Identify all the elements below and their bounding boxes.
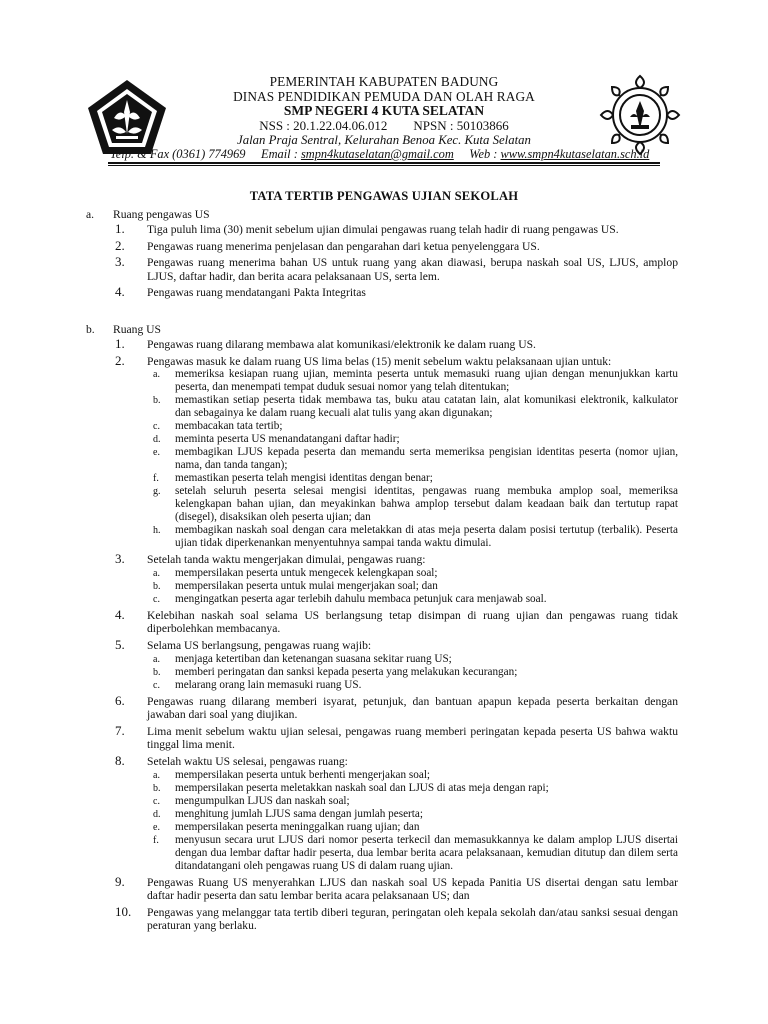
rule-item <box>113 256 678 283</box>
sub-rule-letter: d. <box>153 808 161 820</box>
rule-item <box>113 722 678 752</box>
section-title: Ruang pengawas US <box>113 208 210 221</box>
section-spacer <box>86 303 678 323</box>
sub-rule-letter: f. <box>153 834 159 846</box>
rule-number: 4. <box>115 606 125 622</box>
rule-text: Pengawas ruang dilarang memberi isyarat, petunjuk, dan bantuan apapun kepada peserta berkaitan dengan jawaban dari soal yang diujikan. <box>147 694 678 722</box>
rule-text: Pengawas ruang menerima bahan US untuk ruang yang akan diawasi, berupa naskah soal US, LJUS, amplop LJUS, daftar hadir, dan berita acara pelaksanaan US, serta lem. <box>147 256 678 283</box>
school-address: Jalan Praja Sentral, Kelurahan Benoa Kec. Kuta Selatan <box>237 133 531 147</box>
sub-rule-text: melarang orang lain memasuki ruang US. <box>175 678 362 691</box>
contact-line <box>110 147 649 162</box>
sub-rule-item <box>147 679 678 692</box>
document-title: TATA TERTIB PENGAWAS UJIAN SEKOLAH <box>249 189 519 203</box>
sub-rule-item <box>147 394 678 420</box>
rule-item <box>113 335 678 352</box>
sub-rule-item <box>147 653 678 666</box>
government-name: PEMERINTAH KABUPATEN BADUNG <box>269 74 499 89</box>
sub-rule-text: mempersilakan peserta meletakkan naskah soal dan LJUS di atas meja dengan rapi; <box>175 781 549 794</box>
sub-rule-item <box>147 472 678 485</box>
sub-rule-letter: c. <box>153 795 160 807</box>
sub-rule-item <box>147 782 678 795</box>
sub-rule-text: membagikan LJUS kepada peserta dan memandu serta memeriksa pengisian identitas peserta (nomor ujian, nama, dan tanda tangan); <box>175 446 678 472</box>
phone-fax: Telp. & Fax (0361) 774969 <box>110 147 246 161</box>
rule-text: Tiga puluh lima (30) menit sebelum ujian dimulai pengawas ruang telah hadir di ruang pengawas US. <box>147 223 619 236</box>
rule-item <box>113 286 678 300</box>
rule-item <box>113 636 678 692</box>
sub-rule-text: memeriksa kesiapan ruang ujian, meminta peserta untuk memasuki ruang ujian dengan menunjukkan kartu peserta, dan menempati tempat duduk sesuai nomor yang telah ditentukan; <box>175 368 678 394</box>
rule-number: 3. <box>115 551 125 567</box>
sub-rule-item <box>147 485 678 524</box>
rule-item <box>113 553 678 606</box>
sub-rule-item <box>147 420 678 433</box>
rule-text: Pengawas ruang dilarang membawa alat komunikasi/elektronik ke dalam ruang US. <box>147 337 536 351</box>
rule-item <box>113 692 678 722</box>
sub-rule-letter: e. <box>153 821 160 833</box>
section-2 <box>86 323 678 933</box>
sub-rule-text: memastikan setiap peserta tidak membawa tas, buku atau catatan lain, alat komunikasi elektronik, kalkulator dan sebagainya ke dalam ruang kecuali alat tulis yang akan digunakan; <box>175 394 678 420</box>
sub-rule-letter: c. <box>153 679 160 691</box>
rule-item <box>113 873 678 903</box>
letterhead-text <box>160 75 608 148</box>
sub-rule-text: mengingatkan peserta agar terlebih dahulu membaca petunjuk cara menjawab soal. <box>175 592 547 605</box>
sub-rule-letter: c. <box>153 593 160 605</box>
sub-rule-item <box>147 821 678 834</box>
sub-rule-letter: h. <box>153 525 161 537</box>
rule-text: Pengawas masuk ke dalam ruang US lima belas (15) menit sebelum waktu pelaksanaan ujian untuk: <box>147 354 612 368</box>
rule-item <box>113 752 678 873</box>
sub-rule-letter: g. <box>153 486 161 498</box>
rule-text: Pengawas yang melanggar tata tertib diberi teguran, peringatan oleh kepala sekolah dan/atau sanksi sesuai dengan peraturan yang berlaku. <box>147 905 678 933</box>
rule-number: 9. <box>115 873 125 889</box>
rule-number: 8. <box>115 752 125 768</box>
sub-rule-text: memberi peringatan dan sanksi kepada peserta yang melakukan kecurangan; <box>175 665 518 678</box>
web-label: Web : <box>469 147 498 161</box>
sub-rule-item <box>147 593 678 606</box>
sub-rule-letter: a. <box>153 369 160 381</box>
sub-rule-item <box>147 446 678 472</box>
sub-rule-letter: d. <box>153 434 161 446</box>
sub-rule-text: meminta peserta US menandatangani daftar hadir; <box>175 433 400 446</box>
rule-number: 2. <box>115 237 125 253</box>
sub-rule-text: setelah seluruh peserta selesai mengisi identitas, pengawas ruang membuka amplop soal, memeriksa kelengkapan bahan ujian, dan meyakinkan bahwa amplop tersebut dalam keadaan baik dan tertutup rapat (disegel), disaksikan oleh peserta ujian; dan <box>175 485 678 524</box>
website-link[interactable]: www.smpn4kutaselatan.sch.id <box>500 147 650 161</box>
rule-text: Setelah waktu US selesai, pengawas ruang: <box>147 754 348 768</box>
sub-rule-item <box>147 580 678 593</box>
sub-rule-letter: a. <box>153 567 160 579</box>
department-name: DINAS PENDIDIKAN PEMUDA DAN OLAH RAGA <box>233 88 535 104</box>
badung-regency-emblem-icon <box>86 78 168 156</box>
sub-rule-letter: a. <box>153 653 160 665</box>
school-name: SMP NEGERI 4 KUTA SELATAN <box>283 103 485 118</box>
rule-item <box>113 606 678 636</box>
sub-rule-item <box>147 368 678 394</box>
sub-rule-text: mempersilakan peserta untuk mengecek kelengkapan soal; <box>175 566 438 579</box>
letterhead-divider-thin <box>108 165 660 166</box>
rule-item <box>113 237 678 254</box>
rule-number: 5. <box>115 636 125 652</box>
sub-rule-letter: f. <box>153 473 159 485</box>
rule-number: 2. <box>115 352 125 368</box>
rule-number: 1. <box>115 221 125 236</box>
rule-number: 4. <box>115 284 125 300</box>
rule-number: 6. <box>115 692 125 708</box>
sub-rule-letter: c. <box>153 421 160 433</box>
sub-rule-text: mengumpulkan LJUS dan naskah soal; <box>175 794 350 807</box>
sub-rule-text: mempersilakan peserta untuk mulai mengerjakan soal; dan <box>175 579 438 592</box>
document-body <box>86 208 678 936</box>
email-link[interactable]: smpn4kutaselatan@gmail.com <box>300 147 454 161</box>
sub-rule-item <box>147 433 678 446</box>
rule-item <box>113 352 678 551</box>
rule-item <box>113 223 678 237</box>
sub-rule-letter: a. <box>153 769 160 781</box>
rule-number: 1. <box>115 335 125 351</box>
section-1 <box>86 208 678 300</box>
sub-rule-item <box>147 795 678 808</box>
sub-rule-text: menjaga ketertiban dan ketenangan suasana sekitar ruang US; <box>175 652 452 665</box>
sub-rule-text: menghitung jumlah LJUS sama dengan jumlah peserta; <box>175 807 423 820</box>
rule-text: Pengawas Ruang US menyerahkan LJUS dan naskah soal US kepada Panitia US disertai dengan satu lembar daftar hadir peserta dan satu lembar berita acara pelaksanaan US; dan <box>147 875 678 903</box>
nss-number: NSS : 20.1.22.04.06.012 <box>259 117 388 133</box>
sub-rule-item <box>147 769 678 782</box>
sub-rule-text: menyusun secara urut LJUS dari nomor peserta terkecil dan memasukkannya ke dalam amplop LJUS disertai dengan dua lembar daftar hadir peserta, dua lembar berita acara pelaksanaan, kemudian ditutup dan dilem serta ditandatangani oleh pengawas ruang US di dalam ruang ujian. <box>175 833 678 872</box>
email-label: Email : <box>261 147 298 161</box>
rule-number: 10. <box>115 903 132 919</box>
rule-number: 3. <box>115 254 125 270</box>
rule-number: 7. <box>115 722 125 738</box>
school-emblem-icon <box>598 73 682 157</box>
sub-rule-text: membacakan tata tertib; <box>175 420 283 433</box>
sub-rule-item <box>147 524 678 550</box>
school-ids <box>160 119 608 134</box>
sub-rule-item <box>147 808 678 821</box>
section-title: Ruang US <box>113 322 161 336</box>
rule-text: Setelah tanda waktu mengerjakan dimulai, pengawas ruang: <box>147 553 426 567</box>
sub-rule-text: memastikan peserta telah mengisi identitas dengan benar; <box>175 472 433 485</box>
sub-rule-letter: b. <box>153 580 161 592</box>
rule-text: Lima menit sebelum waktu ujian selesai, pengawas ruang memberi peringatan kepada peserta US bahwa waktu tinggal lima menit. <box>147 724 678 752</box>
sub-rule-letter: b. <box>153 395 161 407</box>
letterhead-divider-thick <box>108 162 660 164</box>
rule-text: Kelebihan naskah soal selama US berlangsung tetap disimpan di ruang ujian dan pengawas ruang tidak diperbolehkan membacanya. <box>147 608 678 636</box>
rule-text: Pengawas ruang menerima penjelasan dan pengarahan dari ketua penyelenggara US. <box>147 239 540 253</box>
rule-item <box>113 903 678 933</box>
rule-text: Pengawas ruang mendatangani Pakta Integritas <box>147 286 366 300</box>
sub-rule-text: mempersilakan peserta untuk berhenti mengerjakan soal; <box>175 768 431 781</box>
sub-rule-item <box>147 834 678 873</box>
sub-rule-text: mempersilakan peserta meninggalkan ruang ujian; dan <box>175 820 420 833</box>
rule-text: Selama US berlangsung, pengawas ruang wajib: <box>147 638 372 652</box>
sub-rule-letter: e. <box>153 447 160 459</box>
sub-rule-letter: b. <box>153 782 161 794</box>
section-letter: b. <box>86 322 95 336</box>
sub-rule-text: membagikan naskah soal dengan cara meletakkan di atas meja peserta dalam posisi tertutup (terbalik). Peserta ujian tidak diperkenankan menyentuhnya sampai tanda waktu dimulai. <box>175 524 678 550</box>
section-letter: a. <box>86 208 95 221</box>
sub-rule-item <box>147 567 678 580</box>
sub-rule-letter: b. <box>153 666 161 678</box>
npsn-number: NPSN : 50103866 <box>413 117 509 133</box>
sub-rule-item <box>147 666 678 679</box>
